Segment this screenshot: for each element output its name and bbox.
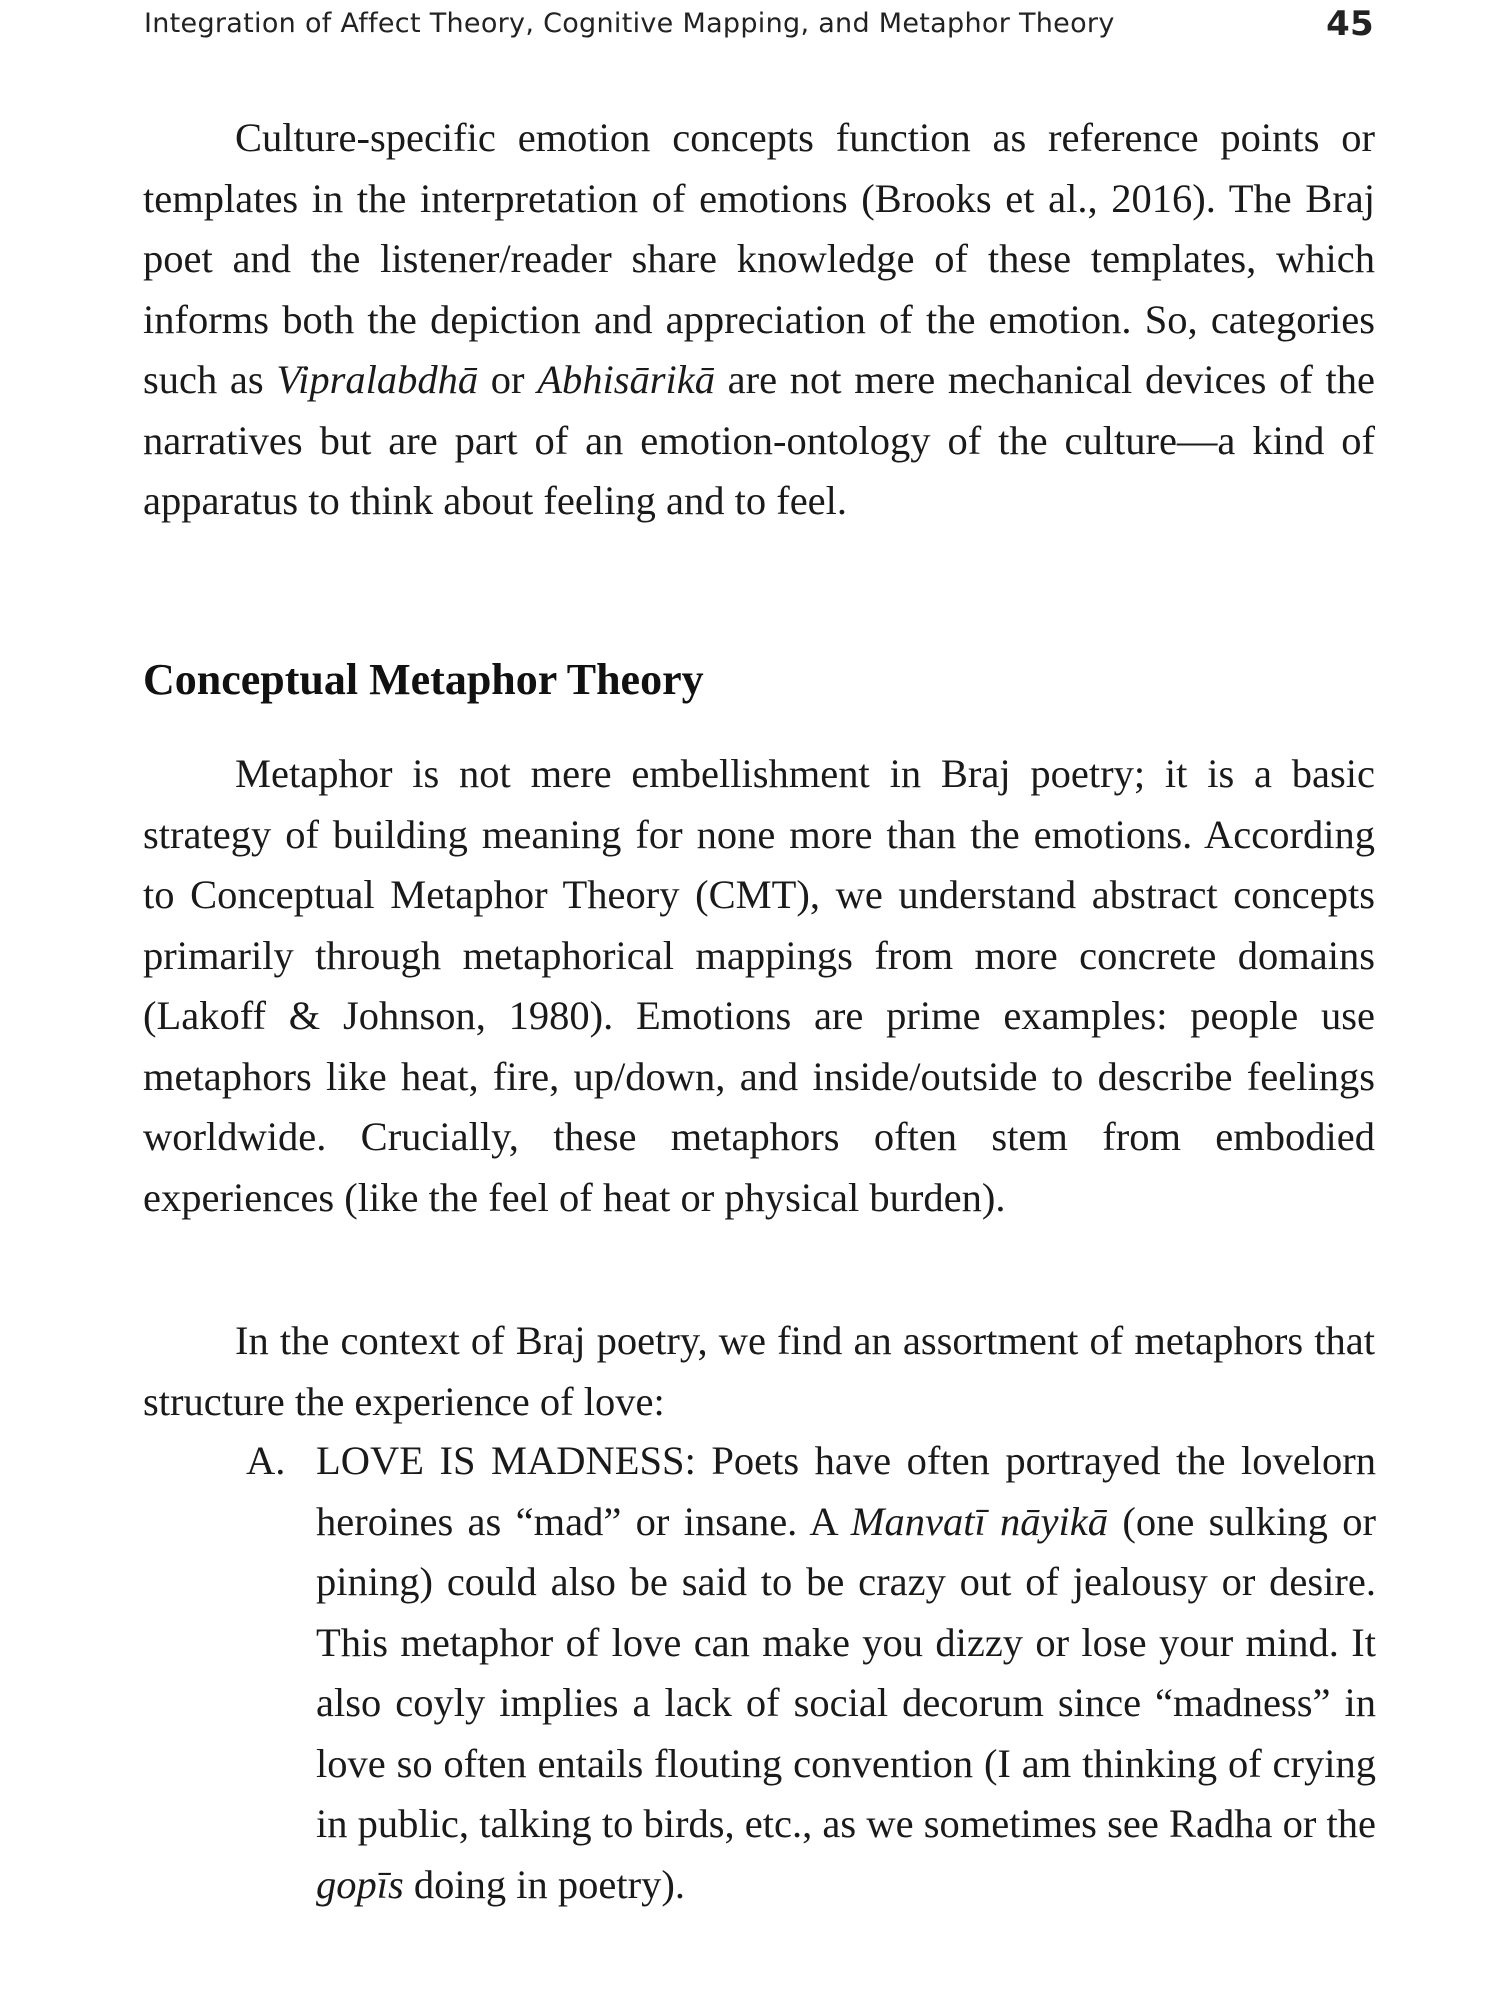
term-manvati-nayika: Manvatī nāyikā	[850, 1498, 1109, 1544]
paragraph-2-text: Metaphor is not mere embellishment in Braj poetry; it is a basic strategy of building meaning for none more than the emotions. According to Conceptual Metaphor Theory (CMT), we understand abstract concepts primarily through metaphorical mappings from more concrete domains (Lakoff & Johnson, 1980). Emotions are prime examples: people use metaphors like heat, fire, up/down, and inside/outside to describe feelings worldwide. Crucially, these metaphors often stem from embodied experiences (like the feel of heat or physical burden).	[143, 751, 1375, 1220]
term-vipralabdha: Vipralabdhā	[276, 357, 479, 402]
list-item-a-content	[316, 1431, 1376, 1915]
term-gopis: gopīs	[316, 1861, 404, 1907]
list-item-a-text-a: LOVE IS MADNESS: Poets have often portrayed the lovelorn heroines as “mad” or insane. A	[316, 1438, 1376, 1544]
section-heading: Conceptual Metaphor Theory	[143, 655, 704, 704]
list-item-a-text-b: (one sulking or pining) could also be said to be crazy out of jealousy or desire. This metaphor of love can make you dizzy or lose your mind. It also coyly implies a lack of social decorum since “madness” in love so often entails flouting convention (I am thinking of crying in public, talking to birds, etc., as we sometimes see Radha or the	[316, 1498, 1376, 1846]
paragraph-1-text-b: or	[478, 357, 538, 402]
list-marker-a: A.	[246, 1438, 286, 1483]
page-number: 45	[1326, 4, 1374, 44]
term-abhisarika: Abhisārikā	[537, 357, 715, 402]
list-item-love-is-madness	[246, 1431, 1376, 1915]
paragraph-metaphor-embellishment	[143, 744, 1375, 1228]
paragraph-1-text-a: Culture-specific emotion concepts function as reference points or templates in the interpretation of emotions (Brooks et al., 2016). The Braj poet and the listener/reader share knowledge of these templates, which informs both the depiction and appreciation of the emotion. So, categories such as	[143, 115, 1375, 402]
paragraph-1-text-c: are not mere mechanical devices of the narratives but are part of an emotion-ontology of the culture—a kind of apparatus to think about feeling and to feel.	[143, 357, 1375, 523]
running-head-title: Integration of Affect Theory, Cognitive Mapping, and Metaphor Theory	[144, 8, 1115, 39]
running-head	[144, 4, 1374, 48]
paragraph-braj-context	[143, 1311, 1375, 1432]
list-item-a-text-c: doing in poetry).	[403, 1861, 685, 1907]
paragraph-3-text: In the context of Braj poetry, we find an assortment of metaphors that structure the experience of love:	[143, 1318, 1375, 1424]
paragraph-culture-specific-emotion	[143, 108, 1375, 532]
